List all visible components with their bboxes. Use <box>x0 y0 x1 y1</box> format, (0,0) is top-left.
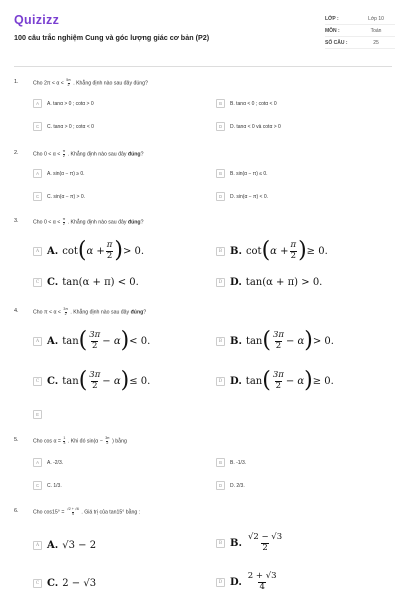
option-expr: tan(α + π) < 0. <box>62 277 139 288</box>
option-fraction <box>247 572 278 593</box>
option-label: B. <box>230 335 242 347</box>
frac-num: π <box>290 239 297 250</box>
option-b[interactable] <box>216 330 334 352</box>
question-text <box>33 508 140 517</box>
question-number: 2. <box>14 150 19 156</box>
option-box: B <box>216 337 225 346</box>
option-fn: cot <box>62 245 78 257</box>
option-label: B. <box>230 537 242 549</box>
option-a[interactable] <box>33 458 63 467</box>
option-label: C. <box>47 277 59 288</box>
meta-table <box>325 13 395 49</box>
frac-den: 2 <box>275 380 282 391</box>
option-text: C. tanα > 0 ; cotα < 0 <box>47 123 94 130</box>
option-text: D. 2/3. <box>230 482 245 489</box>
option-text: B. tanα < 0 ; cotα < 0 <box>230 100 277 107</box>
question-fraction <box>67 508 79 517</box>
right-paren: ) <box>304 368 313 393</box>
option-box: D <box>216 481 225 490</box>
option-text: A. tanα > 0 ; cotα > 0 <box>47 100 94 107</box>
option-b[interactable] <box>216 458 246 467</box>
left-paren: ( <box>262 328 271 353</box>
right-paren: ) <box>120 328 130 353</box>
question-text-post: . Khẳng định nào sau đây <box>70 309 130 316</box>
option-label: D. <box>230 375 242 387</box>
page-title: 100 câu trắc nghiệm Cung và góc lượng giác cơ bản (P2) <box>14 33 210 42</box>
question-text-post: . Khẳng định nào sau đây đúng? <box>73 80 148 87</box>
option-fraction <box>272 331 285 352</box>
frac-num: 3π <box>89 369 101 380</box>
option-label: D. <box>230 277 242 288</box>
quizizz-logo: Quizizz <box>14 13 60 27</box>
option-box: C <box>33 579 42 588</box>
option-label: D. <box>230 576 242 588</box>
question-fraction <box>63 218 65 227</box>
option-rel: ≥ 0. <box>312 375 334 387</box>
question-text-bold: đúng <box>130 309 144 316</box>
option-c[interactable] <box>33 192 85 201</box>
option-box: A <box>33 541 42 550</box>
option-expr: tan(α + π) > 0. <box>245 277 323 288</box>
option-text: B. sin(α − π) ≤ 0. <box>230 170 268 177</box>
frac-num: 3π <box>89 329 101 340</box>
option-b[interactable] <box>216 99 277 108</box>
option-c[interactable] <box>33 481 62 490</box>
option-a[interactable] <box>33 169 85 178</box>
meta-value: 25 <box>373 39 379 46</box>
option-box: C <box>33 377 42 386</box>
question-text-end: ? <box>143 309 147 316</box>
option-box: A <box>33 337 42 346</box>
frac-num: √2 − √3 <box>247 532 283 542</box>
option-d[interactable] <box>216 481 245 490</box>
meta-value: Lớp 10 <box>368 15 384 22</box>
left-paren: ( <box>77 238 87 263</box>
option-b[interactable] <box>216 169 268 178</box>
option-expr: √3 − 2 <box>62 540 97 551</box>
option-c[interactable] <box>33 578 96 589</box>
question-number: 4. <box>14 308 19 314</box>
option-box: C <box>33 278 42 287</box>
option-a[interactable] <box>33 330 150 352</box>
option-label: C. <box>47 578 59 589</box>
option-text: A. -2/3. <box>47 459 64 466</box>
option-inner: − α <box>285 375 305 387</box>
option-box: A <box>33 169 42 178</box>
question-text <box>33 308 146 317</box>
frac-den: 2 <box>92 380 98 391</box>
option-d[interactable] <box>216 572 279 593</box>
frac-num: π <box>62 217 66 221</box>
option-d[interactable] <box>216 122 281 131</box>
frac-den: 2 <box>62 221 65 226</box>
option-box: B <box>216 539 225 548</box>
frac-den: 2 <box>262 542 268 553</box>
option-c[interactable] <box>33 370 150 392</box>
question-number: 1. <box>14 79 19 85</box>
option-d[interactable] <box>216 192 268 201</box>
option-rel: > 0. <box>312 335 334 347</box>
question-text-end: ? <box>140 151 144 158</box>
option-text: B. -1/3. <box>230 459 247 466</box>
option-inner: − α <box>102 375 121 387</box>
question-text-bold: đúng <box>127 219 141 226</box>
option-box: C <box>33 192 42 201</box>
question-text <box>33 79 148 88</box>
frac-num: 1 <box>63 436 66 440</box>
meta-label: MÔN : <box>325 27 340 34</box>
question-fraction <box>63 150 65 159</box>
question-text-bold: đúng <box>127 151 141 158</box>
header-divider <box>14 66 392 67</box>
frac-num: π <box>62 149 66 153</box>
option-fraction <box>247 533 283 554</box>
option-label: A. <box>47 540 59 551</box>
question-fraction <box>66 79 70 88</box>
option-box: D <box>216 122 225 131</box>
option-rel: ≤ 0. <box>129 375 151 387</box>
option-inner: − α <box>285 335 305 347</box>
frac-num: 3π <box>105 436 110 440</box>
option-label: B. <box>230 245 242 257</box>
frac-num: √2 + √6 <box>66 507 79 511</box>
option-box: D <box>216 578 225 587</box>
right-paren: ) <box>114 238 123 263</box>
question-text-pre: Cho 0 < α < <box>33 219 61 226</box>
option-box: A <box>33 247 42 256</box>
option-box: C <box>33 122 42 131</box>
option-box: E <box>33 410 42 419</box>
option-inner: α + <box>86 245 105 257</box>
meta-row-class <box>325 13 395 25</box>
option-expr: 2 − √3 <box>62 578 97 589</box>
option-rel: ≥ 0. <box>306 245 328 257</box>
frac-den: 2 <box>290 250 296 261</box>
left-paren: ( <box>78 368 88 393</box>
question-text <box>33 218 144 227</box>
right-paren: ) <box>120 368 130 393</box>
option-b[interactable] <box>216 533 284 554</box>
frac-num: π <box>106 239 113 250</box>
option-box: A <box>33 458 42 467</box>
question-text-pre: Cho cos α = <box>33 438 61 445</box>
option-a[interactable] <box>33 540 96 551</box>
frac-num: 3π <box>272 369 284 380</box>
question-number: 5. <box>14 437 19 443</box>
question-number: 6. <box>14 508 19 514</box>
meta-label: SỐ CÂU : <box>325 39 348 46</box>
option-box: B <box>216 458 225 467</box>
option-fraction <box>289 241 297 262</box>
question-fraction <box>63 308 67 317</box>
frac-den: 2 <box>62 153 65 158</box>
question-text-end: ? <box>140 219 144 226</box>
option-box: A <box>33 99 42 108</box>
option-label: A. <box>47 245 59 257</box>
question-text-post: . Giá trị của tan15° bằng : <box>81 509 141 516</box>
option-text: C. 1/3. <box>47 482 62 489</box>
frac-den: 2 <box>106 440 109 445</box>
question-text-post: . Khi đó sin(α − <box>67 438 103 445</box>
option-a[interactable] <box>33 240 144 262</box>
option-fn: cot <box>245 245 262 257</box>
option-c[interactable] <box>33 277 139 288</box>
question-text-pre: Cho 0 < α < <box>33 151 61 158</box>
question-text-end: ) bằng <box>112 438 127 445</box>
option-b[interactable] <box>216 240 328 262</box>
option-fraction <box>88 331 101 352</box>
frac-num: 3π <box>63 307 68 311</box>
frac-den: 3 <box>63 440 66 445</box>
question-number: 3. <box>14 218 19 224</box>
question-text-post: . Khẳng định nào sau đây <box>67 151 127 158</box>
option-inner: α + <box>270 245 289 257</box>
option-label: A. <box>47 335 59 347</box>
question-text <box>33 150 144 159</box>
frac-den: 2 <box>92 340 98 351</box>
option-box: D <box>216 192 225 201</box>
frac-den: 2 <box>64 311 67 316</box>
option-fn: tan <box>62 335 79 347</box>
option-fraction <box>88 371 101 392</box>
meta-value: Toán <box>370 27 382 34</box>
option-fn: tan <box>245 335 263 347</box>
meta-label: LỚP : <box>325 15 339 22</box>
option-box: D <box>216 377 225 386</box>
option-rel: > 0. <box>122 245 145 257</box>
option-box: B <box>216 247 225 256</box>
meta-row-count <box>325 37 395 49</box>
option-text: D. sin(α − π) < 0. <box>230 193 269 200</box>
frac-den: 2 <box>67 82 70 87</box>
option-text: D. tanα < 0 và cotα > 0 <box>230 123 281 130</box>
frac-num: 2 + √3 <box>247 571 277 581</box>
question-text-post: . Khẳng định nào sau đây <box>67 219 127 226</box>
option-text: C. sin(α − π) > 0. <box>47 193 86 200</box>
option-d[interactable] <box>216 277 322 288</box>
right-paren: ) <box>298 238 307 263</box>
option-fraction <box>272 371 285 392</box>
frac-den: 2 <box>106 250 113 261</box>
option-label: C. <box>47 375 59 387</box>
question-text-pre: Cho cos15° = <box>33 509 65 516</box>
question-fraction-2 <box>105 437 109 446</box>
question-text <box>33 437 127 446</box>
frac-den: 2 <box>275 340 282 351</box>
option-fraction <box>106 241 114 262</box>
option-box: D <box>216 278 225 287</box>
question-text-pre: Cho 2π < α < <box>33 80 64 87</box>
question-text-pre: Cho π < α < <box>33 309 61 316</box>
frac-num: 3π <box>272 329 284 340</box>
option-box: B <box>216 99 225 108</box>
frac-den: 4 <box>71 511 74 516</box>
question-fraction <box>63 437 65 446</box>
meta-row-subject <box>325 25 395 37</box>
right-paren: ) <box>304 328 313 353</box>
option-fn: tan <box>62 375 79 387</box>
option-fn: tan <box>245 375 263 387</box>
option-rel: < 0. <box>129 335 151 347</box>
option-inner: − α <box>102 335 121 347</box>
option-d[interactable] <box>216 370 334 392</box>
option-a[interactable] <box>33 99 94 108</box>
option-box: B <box>216 169 225 178</box>
frac-den: 4 <box>259 581 265 592</box>
left-paren: ( <box>261 238 271 263</box>
frac-num: 5π <box>66 78 71 82</box>
left-paren: ( <box>78 328 88 353</box>
option-e[interactable] <box>33 410 47 419</box>
option-c[interactable] <box>33 122 94 131</box>
left-paren: ( <box>262 368 271 393</box>
option-text: A. sin(α − π) ≥ 0. <box>47 170 85 177</box>
option-box: C <box>33 481 42 490</box>
